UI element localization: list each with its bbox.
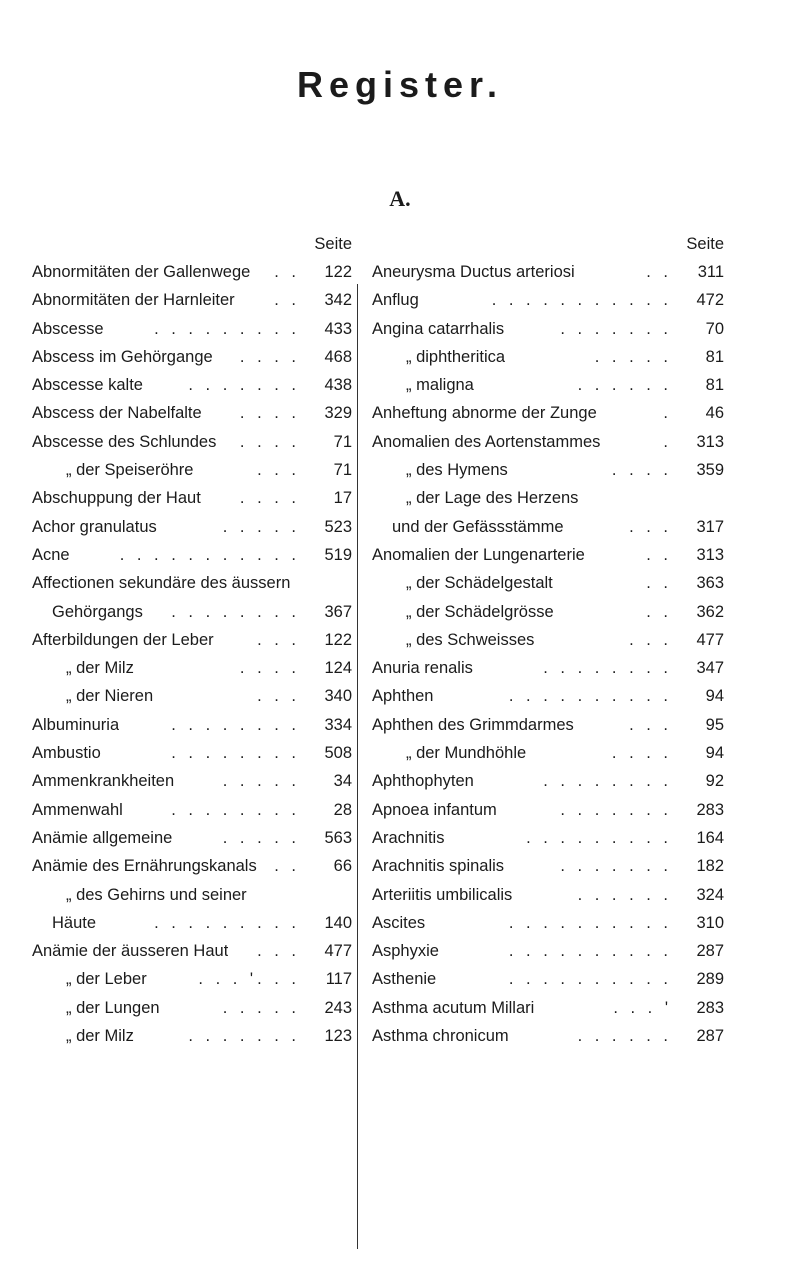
- entry-leader-dots: . . . . . . . .: [543, 659, 672, 678]
- entry-page-number: 468: [324, 347, 352, 366]
- index-entry: [372, 258, 724, 286]
- entry-leader-dots: . .: [646, 263, 672, 281]
- index-entry: [32, 569, 352, 597]
- entry-leader-dots: . . . . .: [594, 347, 672, 366]
- entry-term: Arachnitis: [372, 828, 445, 847]
- entry-term: „ der Schädelgestalt: [406, 574, 553, 593]
- entry-leader-dots: . . . '. . .: [198, 970, 300, 989]
- entry-term: Gehörgangs: [52, 602, 143, 621]
- index-entry: [372, 767, 724, 795]
- seite-header-right: Seite: [686, 235, 724, 253]
- entry-term: „ der Speiseröhre: [66, 461, 194, 480]
- entry-page-number: 182: [696, 857, 724, 876]
- entry-leader-dots: . . .: [257, 630, 300, 649]
- entry-term: Arteriitis umbilicalis: [372, 885, 513, 904]
- entry-term: Arachnitis spinalis: [372, 857, 505, 876]
- entry-page-number: 95: [705, 715, 724, 734]
- entry-term: Apnoea infantum: [372, 800, 497, 819]
- index-entry: [372, 428, 724, 456]
- entry-term: Aphthen des Grimmdarmes: [372, 715, 574, 734]
- entry-leader-dots: . . . .: [611, 744, 672, 763]
- entry-leader-dots: . . . . .: [222, 517, 300, 536]
- entry-term: Abscesse: [32, 319, 104, 338]
- entry-leader-dots: . . . . . . . . . .: [508, 942, 672, 961]
- index-entry: [372, 456, 724, 484]
- entry-leader-dots: . . . . . . . . . . .: [491, 291, 672, 310]
- entry-page-number: 122: [324, 630, 352, 649]
- index-entry: [32, 428, 352, 456]
- index-entry: [32, 541, 352, 569]
- entry-page-number: 347: [696, 659, 724, 678]
- entry-page-number: 124: [324, 659, 352, 678]
- entry-leader-dots: . . . . .: [222, 828, 300, 847]
- entry-term: Häute: [52, 913, 97, 932]
- index-entry: [32, 456, 352, 484]
- entry-term: „ des Schweisses: [406, 630, 535, 649]
- entry-leader-dots: . . . . .: [222, 772, 300, 791]
- index-entry: [32, 909, 352, 937]
- entry-term: „ des Hymens: [406, 461, 508, 480]
- entry-leader-dots: . . . .: [611, 461, 672, 480]
- index-entry: [32, 881, 352, 909]
- entry-leader-dots: . . . . . . . . .: [154, 319, 300, 338]
- entry-leader-dots: .: [663, 404, 672, 423]
- index-entry: [32, 1022, 352, 1050]
- entry-page-number: 340: [324, 687, 352, 706]
- entry-leader-dots: . . .: [257, 942, 300, 961]
- index-entry: [372, 399, 724, 427]
- index-entry: [372, 682, 724, 710]
- entry-page-number: 359: [696, 461, 724, 480]
- entry-page-number: 477: [324, 942, 352, 961]
- entry-page-number: 363: [696, 574, 724, 593]
- index-entry: [372, 994, 724, 1022]
- entry-leader-dots: . . . . . . .: [188, 1027, 300, 1046]
- entry-page-number: 519: [324, 545, 352, 564]
- entry-page-number: 523: [324, 517, 352, 536]
- index-entry: [32, 796, 352, 824]
- entry-page-number: 313: [696, 432, 724, 451]
- entry-term: Anämie des Ernährungskanals: [32, 857, 257, 876]
- entry-term: Asthma acutum Millari: [372, 998, 535, 1017]
- entry-page-number: 34: [333, 772, 352, 791]
- entry-leader-dots: . . . . . . . .: [171, 744, 300, 763]
- entry-leader-dots: . . . . . . .: [560, 319, 672, 338]
- entry-page-number: 71: [333, 461, 352, 480]
- entry-leader-dots: . .: [274, 263, 300, 281]
- index-entry: [372, 541, 724, 569]
- entry-page-number: 289: [696, 970, 724, 989]
- entry-page-number: 123: [324, 1027, 352, 1046]
- entry-term: Anomalien der Lungenarterie: [372, 545, 585, 564]
- entry-page-number: 317: [696, 517, 724, 536]
- entry-page-number: 329: [324, 404, 352, 423]
- index-entry: [32, 399, 352, 427]
- entry-leader-dots: . . . . . . .: [188, 376, 300, 395]
- entry-page-number: 287: [696, 1027, 724, 1046]
- index-entry: [372, 711, 724, 739]
- index-entry: [372, 852, 724, 880]
- entry-page-number: 94: [705, 744, 724, 763]
- index-entry: [32, 739, 352, 767]
- entry-term: Abscess der Nabelfalte: [32, 404, 202, 423]
- entry-page-number: 313: [696, 545, 724, 564]
- index-entry: [372, 1022, 724, 1050]
- entry-leader-dots: . . . . . . . . . .: [508, 913, 672, 932]
- entry-page-number: 287: [696, 942, 724, 961]
- column-divider: [357, 284, 358, 1249]
- entry-leader-dots: . . . .: [239, 347, 300, 366]
- left-column: [32, 230, 352, 1050]
- entry-page-number: 243: [324, 998, 352, 1017]
- entry-page-number: 508: [324, 744, 352, 763]
- entry-term: Abscess im Gehörgange: [32, 347, 213, 366]
- index-entry: [32, 371, 352, 399]
- entry-term: Anflug: [372, 291, 419, 310]
- entry-term: Anämie der äusseren Haut: [32, 942, 229, 961]
- entry-leader-dots: . . . . . . . . . .: [508, 970, 672, 989]
- entry-leader-dots: . .: [646, 545, 672, 564]
- entry-page-number: 438: [324, 376, 352, 395]
- index-entry: [32, 937, 352, 965]
- entry-term: Acne: [32, 545, 70, 564]
- entry-leader-dots: . . . . . . .: [560, 857, 672, 876]
- entry-term: Ammenwahl: [32, 800, 123, 819]
- index-entry: [32, 343, 352, 371]
- index-entry: [372, 569, 724, 597]
- entry-leader-dots: . . .: [629, 517, 672, 536]
- entry-term: „ maligna: [406, 376, 474, 395]
- entry-term: Angina catarrhalis: [372, 319, 505, 338]
- index-entry: [372, 598, 724, 626]
- index-entry: [32, 852, 352, 880]
- seite-header-left: Seite: [314, 235, 352, 253]
- entry-term: Aphthen: [372, 687, 434, 706]
- entry-page-number: 310: [696, 913, 724, 932]
- entry-page-number: 334: [324, 715, 352, 734]
- index-entry: [372, 909, 724, 937]
- entry-page-number: 122: [324, 263, 352, 281]
- entry-term: Affectionen sekundäre des äussern: [32, 574, 291, 593]
- entry-term: Abscesse kalte: [32, 376, 143, 395]
- entry-term: Ammenkrankheiten: [32, 772, 175, 791]
- entry-term: Asthenie: [372, 970, 437, 989]
- index-entry: [372, 371, 724, 399]
- entry-leader-dots: . . . . .: [222, 998, 300, 1017]
- entry-term: „ der Milz: [66, 659, 134, 678]
- entry-leader-dots: . . . . . . . . .: [154, 913, 300, 932]
- entry-term: „ der Milz: [66, 1027, 134, 1046]
- index-entry: [372, 796, 724, 824]
- entry-page-number: 66: [333, 857, 352, 876]
- index-entry: [32, 484, 352, 512]
- entry-leader-dots: . . . . . .: [577, 376, 672, 395]
- entry-leader-dots: . . .: [257, 461, 300, 480]
- entry-leader-dots: . . . .: [239, 432, 300, 451]
- index-entry: [32, 626, 352, 654]
- entry-page-number: 164: [696, 828, 724, 847]
- index-entry: [372, 881, 724, 909]
- entry-page-number: 71: [333, 432, 352, 451]
- index-entry: [32, 654, 352, 682]
- left-entry-list: [32, 258, 352, 1050]
- entry-term: „ der Lungen: [66, 998, 160, 1017]
- entry-term: „ des Gehirns und seiner: [66, 885, 247, 904]
- entry-leader-dots: . . . . . . .: [560, 800, 672, 819]
- entry-page-number: 362: [696, 602, 724, 621]
- entry-term: Ascites: [372, 913, 426, 932]
- entry-page-number: 70: [705, 319, 724, 338]
- entry-leader-dots: . . . . . . . .: [171, 602, 300, 621]
- entry-page-number: 311: [697, 263, 724, 281]
- entry-term: „ diphtheritica: [406, 347, 506, 366]
- entry-term: Abnormitäten der Harnleiter: [32, 291, 235, 310]
- entry-term: „ der Schädelgrösse: [406, 602, 554, 621]
- index-entry: [372, 343, 724, 371]
- entry-page-number: 472: [696, 291, 724, 310]
- entry-page-number: 92: [705, 772, 724, 791]
- entry-term: Asphyxie: [372, 942, 439, 961]
- index-entry: [372, 315, 724, 343]
- entry-term: „ der Leber: [66, 970, 147, 989]
- entry-page-number: 283: [696, 800, 724, 819]
- entry-page-number: 433: [324, 319, 352, 338]
- entry-leader-dots: . . .: [629, 715, 672, 734]
- entry-leader-dots: . . . . . . . .: [543, 772, 672, 791]
- index-entry: [32, 598, 352, 626]
- index-entry: [372, 286, 724, 314]
- entry-leader-dots: . . . . . . . . .: [526, 828, 672, 847]
- entry-page-number: 81: [705, 376, 724, 395]
- entry-page-number: 81: [705, 347, 724, 366]
- index-entry: [372, 484, 724, 512]
- index-entry: [372, 654, 724, 682]
- entry-leader-dots: . . . . . . . . . .: [508, 687, 672, 706]
- entry-leader-dots: . . .: [257, 687, 300, 706]
- entry-term: Asthma chronicum: [372, 1027, 509, 1046]
- index-entry: [32, 286, 352, 314]
- index-entry: [372, 965, 724, 993]
- section-letter: A.: [389, 186, 411, 211]
- entry-leader-dots: . . . . . . . .: [171, 800, 300, 819]
- entry-page-number: 140: [324, 913, 352, 932]
- index-entry: [32, 513, 352, 541]
- index-entry: [372, 626, 724, 654]
- entry-term: Achor granulatus: [32, 517, 157, 536]
- entry-page-number: 17: [333, 489, 352, 508]
- entry-term: Abschuppung der Haut: [32, 489, 201, 508]
- page-title: Register.: [296, 64, 504, 105]
- index-entry: [32, 767, 352, 795]
- entry-page-number: 117: [325, 970, 352, 989]
- entry-term: und der Gefässstämme: [392, 517, 564, 536]
- index-entry: [32, 682, 352, 710]
- entry-page-number: 283: [696, 998, 724, 1017]
- index-entry: [32, 994, 352, 1022]
- entry-leader-dots: . . . ': [613, 998, 672, 1017]
- entry-leader-dots: . . . . . .: [577, 1027, 672, 1046]
- entry-leader-dots: . . .: [629, 630, 672, 649]
- entry-term: Abnormitäten der Gallenwege: [32, 263, 251, 281]
- right-column: [372, 230, 724, 1050]
- index-entry: [32, 824, 352, 852]
- entry-term: Anuria renalis: [372, 659, 473, 678]
- entry-term: „ der Mundhöhle: [406, 744, 527, 763]
- right-entry-list: [372, 258, 724, 1050]
- entry-leader-dots: . . . . . .: [577, 885, 672, 904]
- entry-leader-dots: . . . .: [239, 659, 300, 678]
- entry-term: „ der Nieren: [66, 687, 154, 706]
- entry-term: Abscesse des Schlundes: [32, 432, 217, 451]
- entry-leader-dots: . . . . . . . .: [171, 715, 300, 734]
- entry-term: Afterbildungen der Leber: [32, 630, 214, 649]
- index-entry: [372, 937, 724, 965]
- entry-page-number: 28: [333, 800, 352, 819]
- entry-term: „ der Lage des Herzens: [406, 489, 579, 508]
- entry-page-number: 563: [324, 828, 352, 847]
- entry-leader-dots: . . . .: [239, 404, 300, 423]
- entry-leader-dots: . .: [646, 574, 672, 593]
- entry-term: Albuminuria: [32, 715, 120, 734]
- entry-term: Anheftung abnorme der Zunge: [372, 404, 597, 423]
- entry-term: Anämie allgemeine: [32, 828, 173, 847]
- entry-term: Anomalien des Aortenstammes: [372, 432, 601, 451]
- index-entry: [32, 315, 352, 343]
- entry-leader-dots: . .: [646, 602, 672, 621]
- entry-term: Aphthophyten: [372, 772, 474, 791]
- index-entry: [372, 513, 724, 541]
- entry-page-number: 46: [705, 404, 724, 423]
- entry-leader-dots: . .: [274, 857, 300, 876]
- entry-page-number: 367: [324, 602, 352, 621]
- entry-leader-dots: . . . . . . . . . . .: [119, 545, 300, 564]
- entry-leader-dots: . . . .: [239, 489, 300, 508]
- entry-page-number: 324: [696, 885, 724, 904]
- entry-term: Aneurysma Ductus arteriosi: [372, 263, 575, 281]
- entry-term: Ambustio: [32, 744, 101, 763]
- index-entry: [372, 824, 724, 852]
- index-entry: [32, 965, 352, 993]
- entry-leader-dots: . .: [274, 291, 300, 310]
- index-entry: [32, 711, 352, 739]
- entry-page-number: 342: [324, 291, 352, 310]
- entry-page-number: 477: [696, 630, 724, 649]
- index-entry: [32, 258, 352, 286]
- index-entry: [372, 739, 724, 767]
- entry-leader-dots: .: [663, 432, 672, 451]
- entry-page-number: 94: [705, 687, 724, 706]
